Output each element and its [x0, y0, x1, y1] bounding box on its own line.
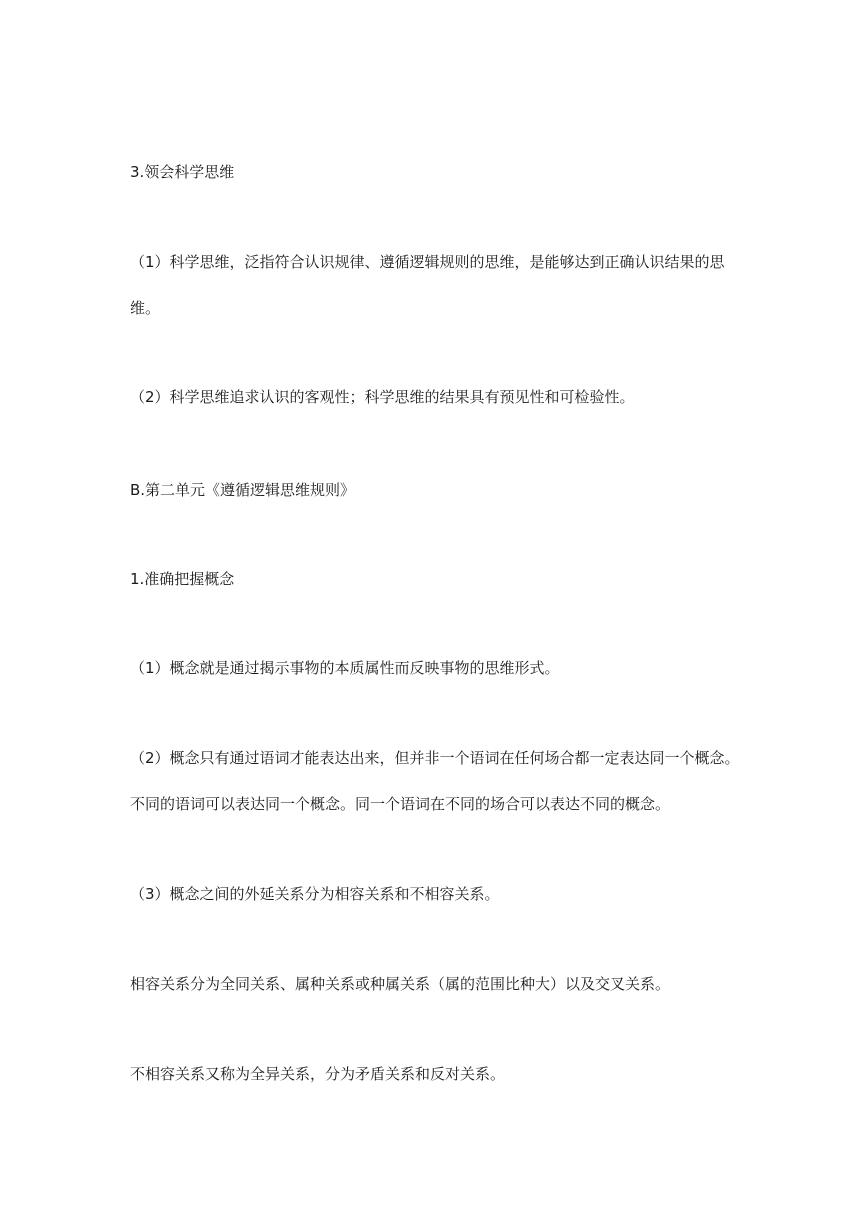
paragraph-incompatible-relations: 不相容关系又称为全异关系，分为矛盾关系和反对关系。: [130, 1065, 506, 1083]
paragraph-scientific-thinking-definition-end: 维。: [130, 299, 161, 317]
paragraph-scientific-thinking-objectivity: （2）科学思维追求认识的客观性；科学思维的结果具有预见性和可检验性。: [130, 388, 635, 406]
heading-grasp-concepts: 1.准确把握概念: [130, 570, 235, 588]
paragraph-concept-definition: （1）概念就是通过揭示事物的本质属性而反映事物的思维形式。: [130, 659, 560, 677]
heading-unit-two: B.第二单元《遵循逻辑思维规则》: [130, 481, 356, 499]
paragraph-extension-relations: （3）概念之间的外延关系分为相容关系和不相容关系。: [130, 885, 500, 903]
heading-lead-scientific-thinking: 3.领会科学思维: [130, 163, 235, 181]
paragraph-concept-words-cont: 不同的语词可以表达同一个概念。同一个语词在不同的场合可以表达不同的概念。: [130, 795, 671, 813]
paragraph-compatible-relations: 相容关系分为全同关系、属种关系或种属关系（属的范围比种大）以及交叉关系。: [130, 975, 671, 993]
paragraph-concept-words: （2）概念只有通过语词才能表达出来，但并非一个语词在任何场合都一定表达同一个概念。: [130, 749, 740, 767]
paragraph-scientific-thinking-definition: （1）科学思维，泛指符合认识规律、遵循逻辑规则的思维，是能够达到正确认识结果的思: [130, 253, 725, 271]
